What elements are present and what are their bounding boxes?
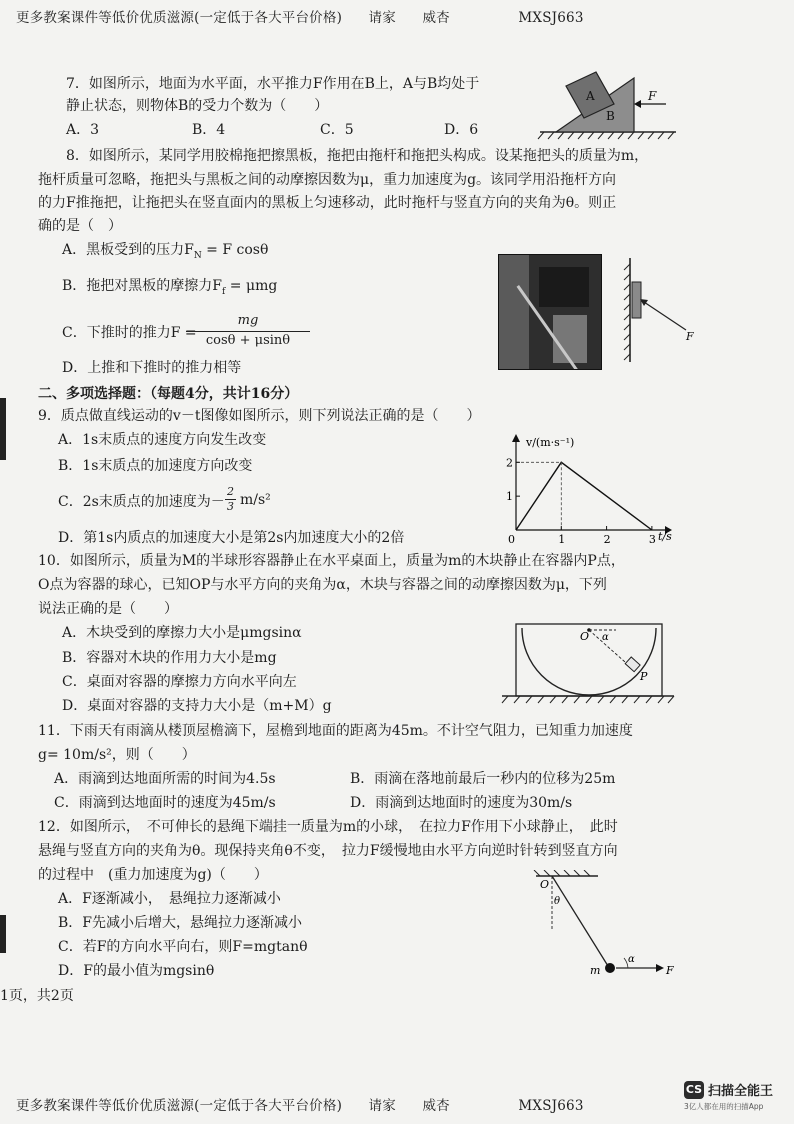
q9-option-b: B．1s末质点的加速度方向改变 bbox=[58, 458, 253, 474]
q7-line2: 静止状态，则物体B的受力个数为（ ） bbox=[66, 98, 329, 114]
q8-line2: 拖杆质量可忽略，拖把头与黑板之间的动摩擦因数为μ，重力加速度为g。该同学用沿拖杆方向 bbox=[38, 172, 617, 188]
q8-mop-diagram bbox=[620, 254, 700, 368]
header-contact-2: 威杏 bbox=[422, 10, 450, 26]
cs-logo-icon: CS bbox=[684, 1081, 704, 1099]
logo-tagline: 3亿人都在用的扫描App bbox=[684, 1102, 764, 1111]
label-a: A bbox=[586, 89, 595, 103]
scanner-logo bbox=[684, 1079, 794, 1115]
q7-option-a: A．3 bbox=[66, 122, 100, 138]
q10-option-d: D．桌面对容器的支持力大小是（m+M）g bbox=[62, 698, 332, 714]
vt-series-line bbox=[516, 462, 652, 530]
footer-contact-1: 请家 bbox=[368, 1098, 396, 1114]
x-tick-label-2: 2 bbox=[603, 533, 611, 546]
q8-mop-photo bbox=[498, 254, 602, 370]
y-tick-label-2: 2 bbox=[506, 456, 513, 470]
label-o: O bbox=[540, 878, 550, 891]
footer-code: MXSJ663 bbox=[518, 1098, 584, 1114]
footer-text: 更多教案课件等低价优质滋源(一定低于各大平台价格) bbox=[16, 1098, 343, 1114]
y-axis-label: v/(m·s⁻¹) bbox=[526, 436, 575, 449]
string bbox=[552, 876, 608, 966]
q8-fraction-den: cosθ + μsinθ bbox=[205, 333, 291, 348]
ball bbox=[605, 963, 615, 973]
q9-option-c: C．2s末质点的加速度为－ bbox=[58, 494, 225, 510]
q11-option-a: A．雨滴到达地面所需的时间为4.5s bbox=[54, 771, 276, 787]
q12-option-b: B．F先减小后增大，悬绳拉力逐渐减小 bbox=[58, 915, 303, 931]
q10-option-c: C．桌面对容器的摩擦力方向水平向左 bbox=[62, 674, 297, 690]
q9-frac-num: 2 bbox=[227, 485, 234, 498]
q8-line3: 的力F推拖把，让拖把头在竖直面内的黑板上匀速移动，此时拖杆与竖直方向的夹角为θ。则正 bbox=[38, 195, 617, 211]
q11-option-c: C．雨滴到达地面时的速度为45m/s bbox=[54, 795, 276, 811]
q12-line1: 12．如图所示， 不可伸长的悬绳下端挂一质量为m的小球， 在拉力F作用下小球静止， 此时 bbox=[38, 819, 618, 835]
page-footer-header bbox=[16, 1094, 606, 1114]
q11-line1: 11．下雨天有雨滴从楼顶屋檐滴下，屋檐到地面的距离为45m。不计空气阻力，已知重力加速度 bbox=[38, 723, 633, 739]
label-f: F bbox=[666, 964, 674, 977]
q10-line3: 说法正确的是（ ） bbox=[38, 601, 178, 617]
q10-option-a: A．木块受到的摩擦力大小是μmgsinα bbox=[62, 625, 302, 641]
q12-option-a: A．F逐渐减小， 悬绳拉力逐渐减小 bbox=[58, 891, 281, 907]
q8-line4: 确的是（ ） bbox=[38, 218, 122, 234]
label-f: F bbox=[686, 330, 694, 343]
mop-head bbox=[632, 282, 641, 318]
q9-vt-chart bbox=[500, 430, 680, 550]
q10-hemisphere-figure bbox=[498, 618, 678, 708]
q7-option-b: B．4 bbox=[192, 122, 226, 138]
x-tick-label-3: 3 bbox=[648, 533, 656, 546]
q7-option-c: C．5 bbox=[320, 122, 354, 138]
header-text: 更多教案课件等低价优质滋源(一定低于各大平台价格) bbox=[16, 10, 343, 26]
label-p: P bbox=[640, 670, 648, 683]
q8-fraction-num: mg bbox=[237, 313, 259, 328]
header-code: MXSJ663 bbox=[518, 10, 584, 26]
y-tick-label-1: 1 bbox=[506, 490, 513, 504]
q7-line1: 7．如图所示，地面为水平面，水平推力F作用在B上，A与B均处于 bbox=[66, 76, 480, 92]
q9-option-d: D．第1s内质点的加速度大小是第2s内加速度大小的2倍 bbox=[58, 530, 405, 546]
q10-line2: O点为容器的球心，已知OP与水平方向的夹角为α，木块与容器之间的动摩擦因数为μ，下列 bbox=[38, 577, 607, 593]
q10-line1: 10．如图所示，质量为M的半球形容器静止在水平桌面上，质量为m的木块静止在容器内P点， bbox=[38, 553, 625, 569]
label-alpha: α bbox=[602, 632, 609, 643]
label-f: F bbox=[648, 89, 657, 103]
page-number: 1页，共2页 bbox=[0, 988, 74, 1004]
label-m: m bbox=[590, 964, 601, 977]
q8-line1: 8．如图所示，某同学用胶棉拖把擦黑板，拖把由拖杆和拖把头构成。设某拖把头的质量为m， bbox=[66, 148, 649, 164]
page-header bbox=[16, 6, 606, 26]
q7-option-d: D．6 bbox=[444, 122, 479, 138]
scan-edge-mark bbox=[0, 398, 6, 460]
mop-stick bbox=[641, 300, 686, 330]
q10-option-b: B．容器对木块的作用力大小是mg bbox=[62, 650, 277, 666]
q12-option-c: C．若F的方向水平向右，则F=mgtanθ bbox=[58, 939, 308, 955]
q12-pendulum-figure bbox=[528, 870, 678, 980]
x-axis-label: t/s bbox=[658, 530, 672, 543]
wooden-block bbox=[625, 657, 640, 672]
scan-edge-mark-2 bbox=[0, 915, 6, 953]
q12-line3: 的过程中 (重力加速度为g)（ ） bbox=[38, 867, 268, 883]
q7-wedge-figure bbox=[536, 68, 686, 140]
q8-option-d: D．上推和下推时的推力相等 bbox=[62, 360, 242, 376]
q11-option-d: D．雨滴到达地面时的速度为30m/s bbox=[350, 795, 573, 811]
label-alpha: α bbox=[628, 954, 635, 965]
q11-option-b: B．雨滴在落地前最后一秒内的位移为25m bbox=[350, 771, 616, 787]
q9-frac-den: 3 bbox=[227, 500, 234, 513]
footer-contact-2: 威杏 bbox=[422, 1098, 450, 1114]
q8-option-c: C．下推时的推力F = bbox=[62, 325, 197, 341]
q8-option-a: A．黑板受到的压力$F_N = F$ cosθ bbox=[62, 242, 269, 261]
q8-fraction-bar bbox=[186, 331, 310, 332]
q11-line2: g= 10m/s²，则（ ） bbox=[38, 747, 196, 763]
label-b: B bbox=[606, 109, 615, 123]
q12-line2: 悬绳与竖直方向的夹角为θ。现保持夹角θ不变， 拉力F缓慢地由水平方向逆时针转到竖直方向 bbox=[38, 843, 618, 859]
x-tick-label-1: 1 bbox=[558, 533, 566, 546]
q9-unit: m/s² bbox=[240, 492, 271, 508]
header-contact-1: 请家 bbox=[368, 10, 396, 26]
section-2-title: 二、多项选择题：（每题4分，共计16分） bbox=[38, 386, 299, 402]
x-tick-label-0: 0 bbox=[508, 533, 515, 546]
label-o: O bbox=[580, 630, 590, 643]
logo-name: 扫描全能王 bbox=[708, 1084, 774, 1099]
q9-line1: 9．质点做直线运动的v－t图像如图所示，则下列说法正确的是（ ） bbox=[38, 408, 481, 424]
q12-option-d: D．F的最小值为mgsinθ bbox=[58, 963, 215, 979]
q9-option-a: A．1s末质点的速度方向发生改变 bbox=[58, 432, 267, 448]
q8-option-b: B．拖把对黑板的摩擦力$F_f = \mu mg$ bbox=[62, 278, 278, 297]
label-theta: θ bbox=[554, 896, 561, 907]
